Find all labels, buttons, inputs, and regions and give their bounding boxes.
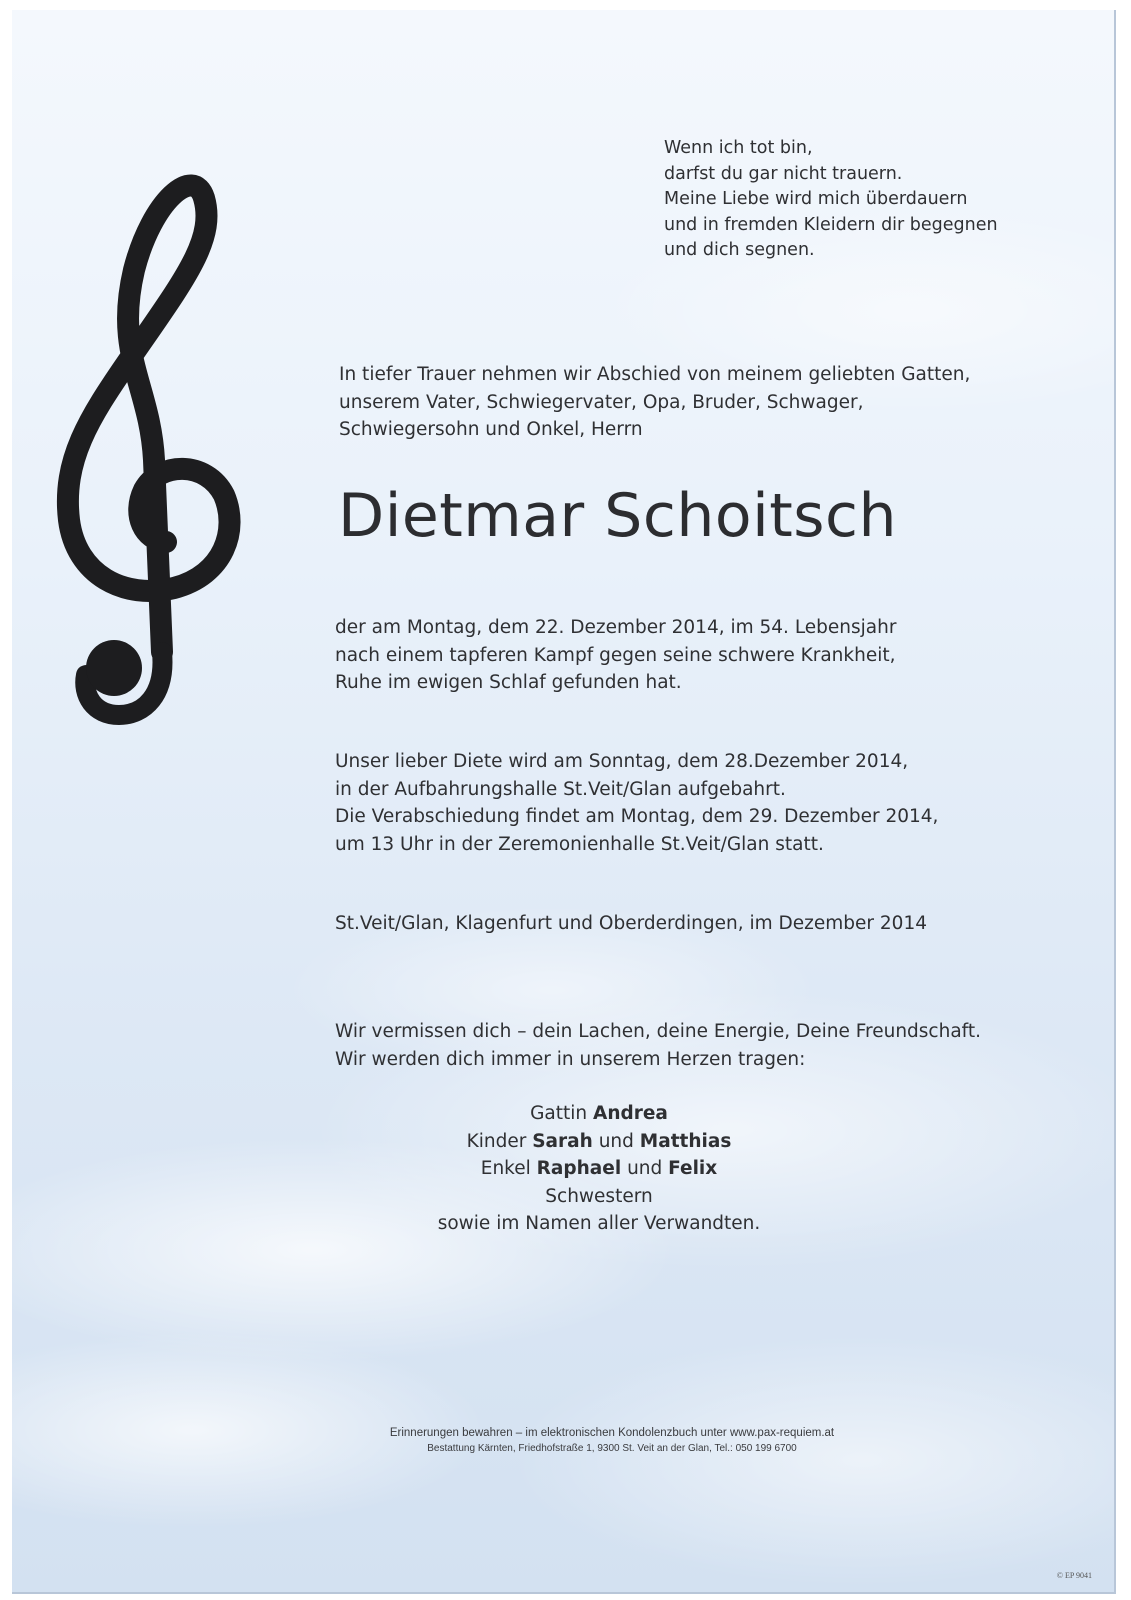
deceased-name: Dietmar Schoitsch — [338, 481, 898, 551]
intro-line: unserem Vater, Schwiegervater, Opa, Bruder, Schwager, — [339, 391, 864, 413]
family-grandchild-name: Felix — [668, 1158, 718, 1179]
family-children — [339, 1128, 859, 1156]
family-child-name: Sarah — [532, 1130, 593, 1152]
family-child-name: Matthias — [639, 1130, 732, 1152]
schedule-line: Unser lieber Diete wird am Sonntag, dem 28.Dezember 2014, — [335, 751, 909, 772]
family-sisters: Schwestern — [545, 1185, 653, 1207]
place-date-line: St.Veit/Glan, Klagenfurt und Oberderdingen, im Dezember 2014 — [335, 913, 927, 934]
obituary-page — [12, 10, 1116, 1594]
closing-line: Wir vermissen dich – dein Lachen, deine Energie, Deine Freundschaft. — [335, 1021, 981, 1042]
death-notice-line: nach einem tapferen Kampf gegen seine schwere Krankheit, — [335, 644, 896, 666]
family-children-prefix: Kinder — [466, 1130, 527, 1152]
closing-line: Wir werden dich immer in unserem Herzen tragen: — [335, 1048, 806, 1070]
footer-address-line: Bestattung Kärnten, Friedhofstraße 1, 9300 St. Veit an der Glan, Tel.: 050 199 6700 — [427, 1443, 797, 1454]
footer-condolence-line: Erinnerungen bewahren – im elektronischen Kondolenzbuch unter www.pax-requiem.at — [389, 1427, 835, 1439]
poem-line: darfst du gar nicht trauern. — [664, 163, 903, 184]
closing-words — [335, 1018, 981, 1073]
schedule-line: in der Aufbahrungshalle St.Veit/Glan aufgebahrt. — [335, 778, 786, 800]
family-relatives: sowie im Namen aller Verwandten. — [437, 1213, 761, 1234]
poem-line: Wenn ich tot bin, — [664, 138, 813, 158]
place-date — [335, 910, 927, 938]
treble-clef-icon — [34, 170, 264, 730]
schedule-line: Die Verabschiedung findet am Montag, dem 29. Dezember 2014, — [335, 806, 939, 827]
poem-line: und dich segnen. — [664, 240, 815, 260]
print-mark: © EP 9041 — [1056, 1571, 1092, 1580]
footer — [212, 1425, 1012, 1457]
poem-verse — [664, 136, 998, 264]
family-wife-name: Andrea — [593, 1103, 668, 1124]
death-notice-line: Ruhe im ewigen Schlaf gefunden hat. — [335, 672, 682, 693]
poem-line: und in fremden Kleidern dir begegnen — [664, 214, 998, 235]
schedule-line: um 13 Uhr in der Zeremonienhalle St.Veit/Glan statt. — [335, 833, 824, 855]
mourning-intro — [339, 361, 970, 444]
family-wife — [339, 1100, 859, 1128]
family-grandchild-name: Raphael — [536, 1158, 622, 1179]
family-grandchildren — [339, 1155, 859, 1183]
family-conjunction: und — [598, 1130, 634, 1152]
death-notice-line: der am Montag, dem 22. Dezember 2014, im 54. Lebensjahr — [335, 617, 897, 638]
death-notice — [335, 614, 896, 697]
intro-line: Schwiegersohn und Onkel, Herrn — [339, 419, 643, 440]
family-conjunction: und — [627, 1158, 663, 1179]
family-wife-prefix: Gattin — [530, 1103, 588, 1124]
family-grandchildren-prefix: Enkel — [480, 1158, 531, 1179]
poem-line: Meine Liebe wird mich überdauern — [664, 189, 968, 209]
family-list — [339, 1100, 859, 1238]
intro-line: In tiefer Trauer nehmen wir Abschied von meinem geliebten Gatten, — [339, 364, 971, 385]
funeral-schedule — [335, 748, 938, 858]
